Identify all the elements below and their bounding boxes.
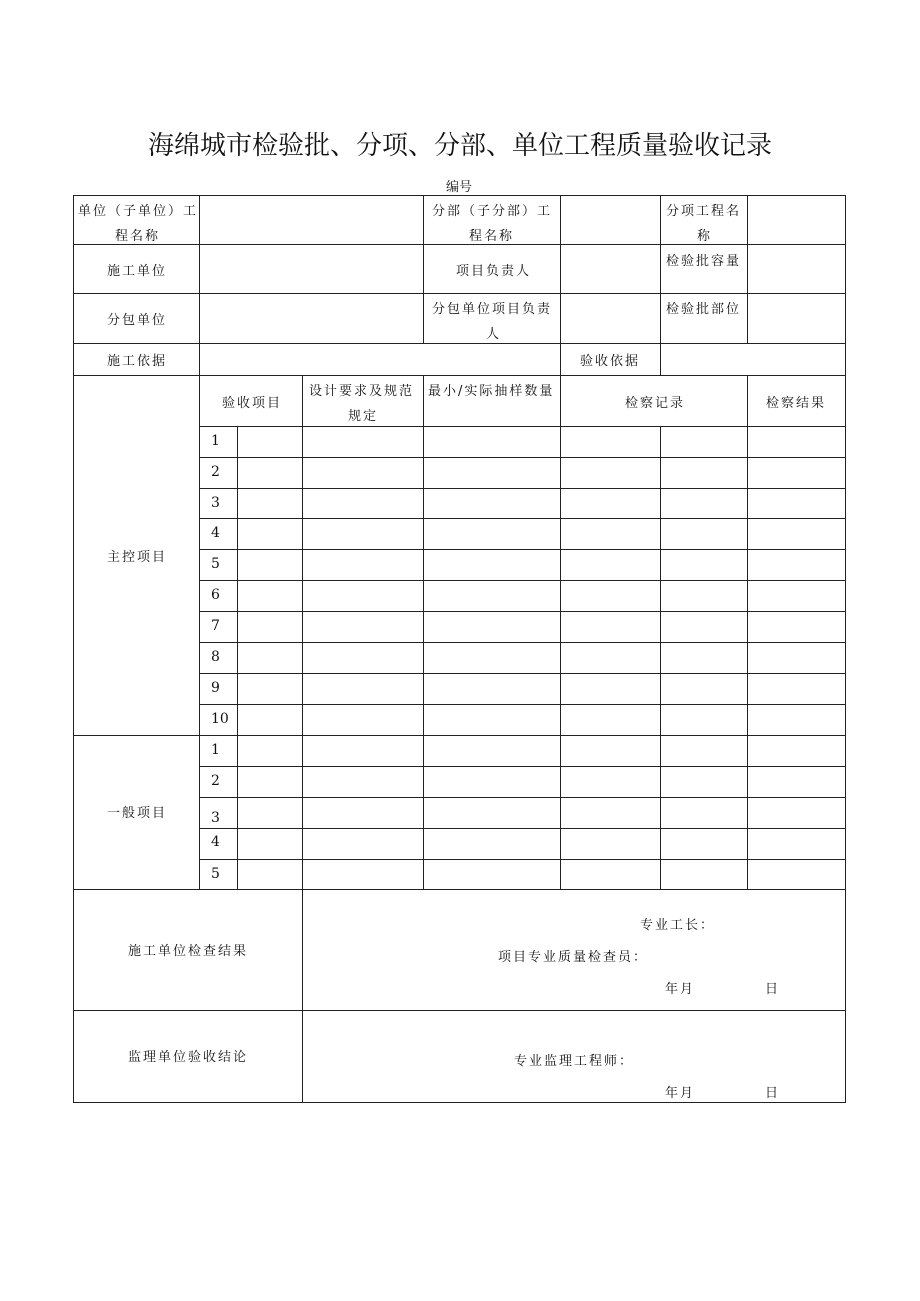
general-row-number: 3	[211, 810, 220, 826]
grid-line-h	[199, 859, 846, 860]
main-control-label: 主控项目	[107, 550, 168, 565]
general-row-number: 5	[211, 866, 220, 882]
grid-line-v	[560, 195, 561, 376]
subcontract-unit-label: 分包单位	[107, 313, 168, 328]
grid-line-v	[423, 195, 424, 344]
batch-location-label: 检验批部位	[666, 302, 742, 317]
sub-project-name-label-2: 程名称	[469, 229, 515, 244]
unit-project-name-label: 单位（子单位）工	[78, 204, 199, 219]
main-control-row-number: 6	[211, 587, 220, 603]
grid-line-h	[199, 704, 846, 705]
col-inspection-record: 检察记录	[625, 396, 686, 411]
grid-line-h	[73, 244, 846, 245]
item-project-name-label-2: 称	[697, 229, 713, 244]
grid-line-h	[199, 488, 846, 489]
grid-line-h	[73, 293, 846, 294]
general-row-number: 4	[211, 834, 220, 850]
grid-line-v	[747, 375, 748, 890]
item-project-name-label: 分项工程名	[666, 204, 742, 219]
grid-line-h	[73, 735, 200, 736]
grid-line-h	[199, 549, 846, 550]
page-title: 海绵城市检验批、分项、分部、单位工程质量验收记录	[147, 131, 772, 161]
supervision-date-d: 日	[765, 1086, 781, 1101]
grid-line-h	[199, 673, 846, 674]
grid-line-h	[73, 1102, 846, 1103]
supervising-engineer-label: 专业监理工程师：	[514, 1054, 635, 1069]
supervision-date-ym: 年月	[665, 1086, 696, 1101]
grid-line-v	[423, 375, 424, 890]
grid-line-v	[560, 375, 561, 890]
grid-line-h	[199, 518, 846, 519]
grid-line-h	[199, 828, 846, 829]
grid-line-h	[73, 1010, 846, 1011]
foreman-label: 专业工长：	[640, 918, 716, 933]
grid-line-v	[302, 375, 303, 1103]
grid-line-v	[747, 195, 748, 344]
unit-project-name-label-2: 程名称	[115, 229, 161, 244]
main-control-row-number: 7	[211, 618, 220, 634]
grid-line-h	[199, 797, 846, 798]
batch-capacity-label: 检验批容量	[666, 254, 742, 269]
grid-line-h	[73, 195, 846, 196]
grid-line-v	[845, 195, 846, 1103]
construction-date-ym: 年月	[665, 982, 696, 997]
grid-line-h	[73, 343, 846, 344]
col-inspection-result: 检察结果	[766, 396, 827, 411]
subcontract-manager-label: 分包单位项目负责	[432, 302, 553, 317]
main-control-row-number: 9	[211, 680, 220, 696]
grid-line-h	[199, 735, 846, 736]
grid-line-h	[73, 889, 846, 890]
grid-line-v	[73, 195, 74, 1103]
general-row-number: 1	[211, 742, 220, 758]
sub-project-name-label: 分部（子分部）工	[432, 204, 553, 219]
grid-line-v	[660, 343, 661, 376]
col-design-req: 设计要求及规范	[309, 384, 415, 399]
acceptance-basis-label: 验收依据	[580, 354, 641, 369]
general-items-label: 一般项目	[107, 806, 168, 821]
grid-line-h	[199, 611, 846, 612]
main-control-row-number: 8	[211, 649, 220, 665]
main-control-row-number: 2	[211, 464, 220, 480]
grid-line-h	[199, 642, 846, 643]
main-control-row-number: 3	[211, 495, 220, 511]
construction-unit-label: 施工单位	[107, 264, 168, 279]
grid-line-h	[199, 457, 846, 458]
quality-inspector-label: 项目专业质量检查员：	[498, 950, 649, 965]
grid-line-v	[237, 426, 238, 890]
subcontract-manager-label-2: 人	[486, 327, 502, 342]
code-label: 编号	[446, 180, 473, 195]
main-control-row-number: 5	[211, 556, 220, 572]
grid-line-h	[73, 375, 846, 376]
construction-date-d: 日	[765, 982, 781, 997]
grid-line-h	[199, 426, 846, 427]
main-control-row-number: 10	[211, 711, 229, 727]
col-design-req-2: 规定	[348, 409, 379, 424]
supervision-label: 监理单位验收结论	[128, 1050, 249, 1065]
grid-line-h	[199, 580, 846, 581]
col-sample-qty: 最小/实际抽样数量	[428, 384, 555, 399]
project-manager-label: 项目负责人	[456, 264, 532, 279]
general-row-number: 2	[211, 773, 220, 789]
grid-line-v	[199, 375, 200, 890]
grid-line-v	[660, 195, 661, 344]
grid-line-v	[199, 195, 200, 376]
grid-line-h	[199, 766, 846, 767]
construction-check-label: 施工单位检查结果	[128, 944, 249, 959]
col-acceptance-item: 验收项目	[222, 396, 283, 411]
grid-line-v	[660, 426, 661, 890]
main-control-row-number: 4	[211, 525, 220, 541]
construction-basis-label: 施工依据	[107, 354, 168, 369]
main-control-row-number: 1	[211, 433, 220, 449]
